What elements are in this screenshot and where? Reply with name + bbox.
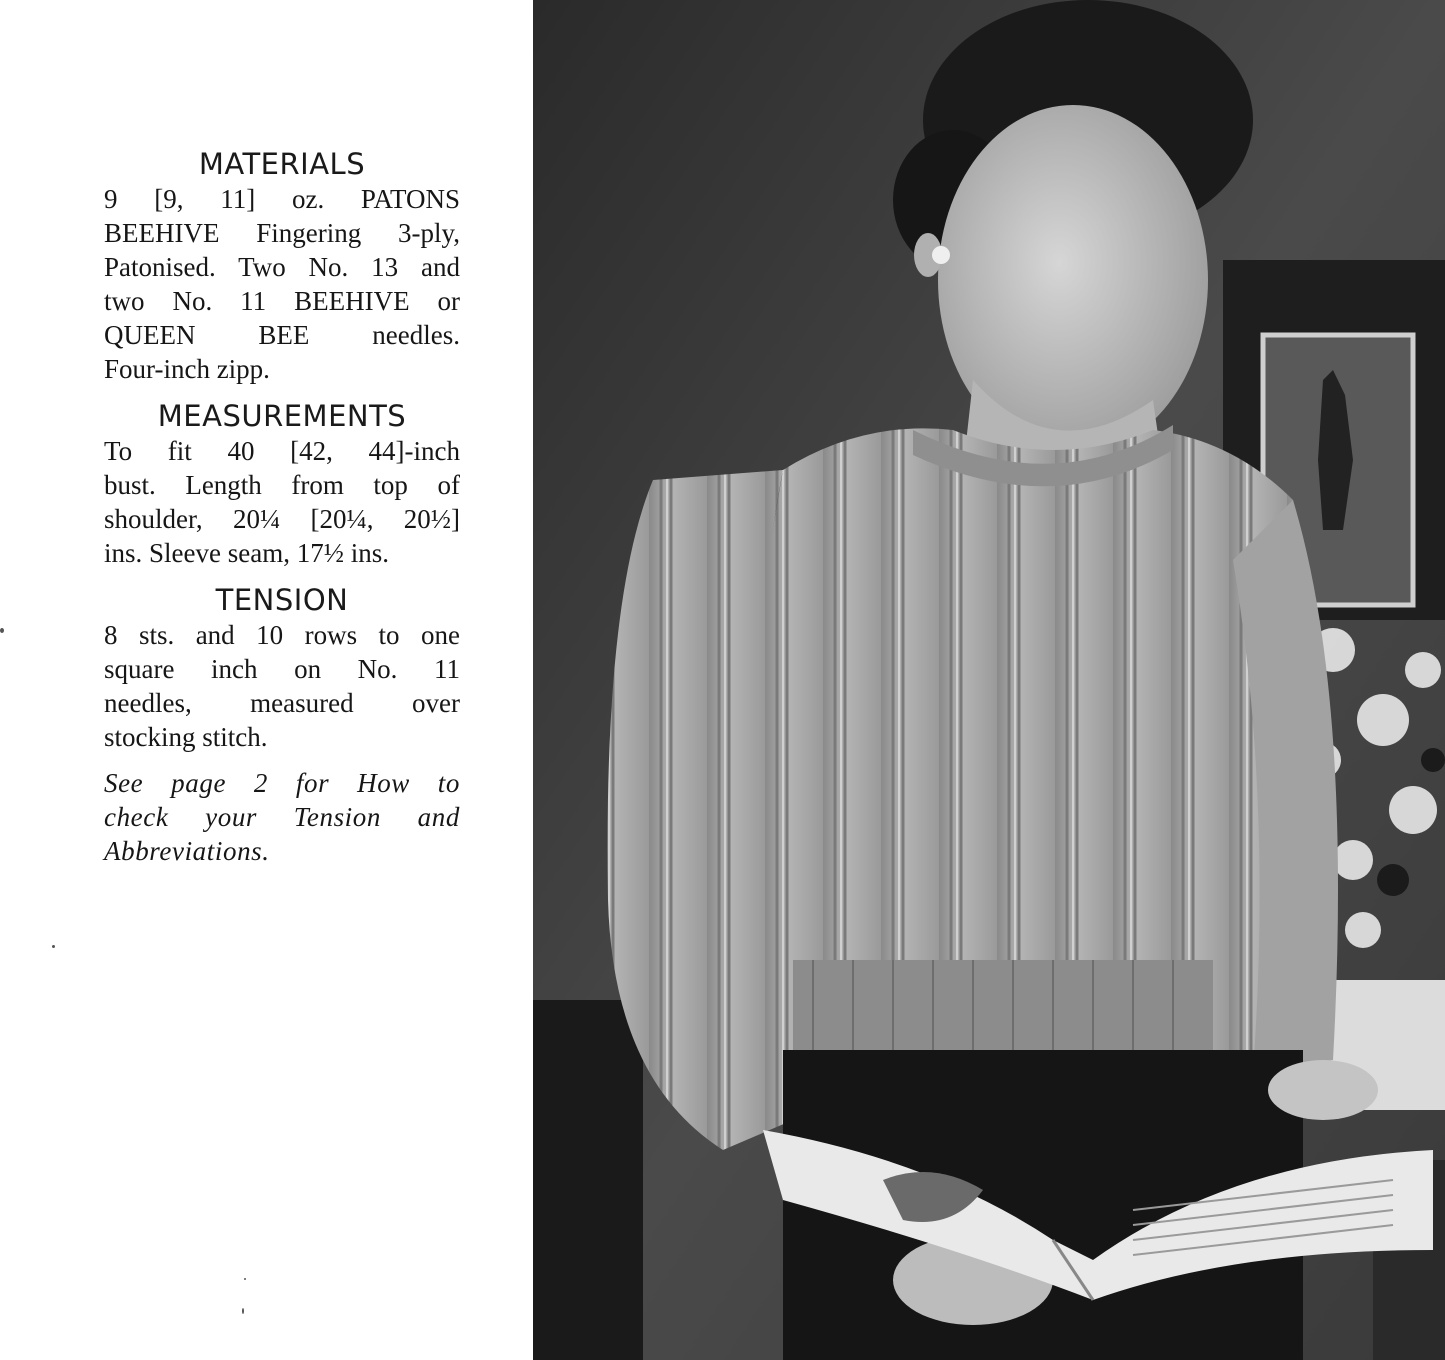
measurements-heading: MEASUREMENTS xyxy=(157,399,407,433)
tension-line: 8 sts. and 10 rows to one xyxy=(104,620,460,650)
note-line: Abbreviations. xyxy=(104,836,270,866)
measurements-line: bust. Length from top of xyxy=(104,470,460,500)
tension-section xyxy=(104,582,460,754)
scan-speck xyxy=(244,1278,246,1280)
see-page-note xyxy=(104,766,460,868)
tension-line: square inch on No. 11 xyxy=(104,654,460,684)
measurements-section xyxy=(104,398,460,570)
note-line: check your Tension and xyxy=(104,802,460,832)
measurements-line: shoulder, 20¼ [20¼, 20½] xyxy=(104,504,460,534)
materials-heading: MATERIALS xyxy=(198,147,366,181)
measurements-line: ins. Sleeve seam, 17½ ins. xyxy=(104,538,389,568)
materials-line: two No. 11 BEEHIVE or xyxy=(104,286,460,316)
materials-line: Patonised. Two No. 13 and xyxy=(104,252,460,282)
scan-speck xyxy=(242,1308,244,1314)
scan-speck xyxy=(52,945,55,948)
measurements-line: To fit 40 [42, 44]-inch xyxy=(104,436,460,466)
woman-reading-in-ribbed-sweater-photo xyxy=(533,0,1445,1360)
tension-line: needles, measured over xyxy=(104,688,460,718)
materials-line: BEEHIVE Fingering 3-ply, xyxy=(104,218,460,248)
tension-body xyxy=(104,618,460,754)
note-line: See page 2 for How to xyxy=(104,768,460,798)
materials-line: QUEEN BEE needles. xyxy=(104,320,460,350)
tension-line: stocking stitch. xyxy=(104,722,268,752)
measurements-body xyxy=(104,434,460,570)
materials-line: 9 [9, 11] oz. PATONS xyxy=(104,184,460,214)
pattern-text-column xyxy=(104,146,460,868)
materials-section xyxy=(104,146,460,386)
materials-body xyxy=(104,182,460,386)
tension-heading: TENSION xyxy=(215,583,349,617)
materials-line: Four-inch zipp. xyxy=(104,354,270,384)
scan-speck xyxy=(0,628,4,633)
